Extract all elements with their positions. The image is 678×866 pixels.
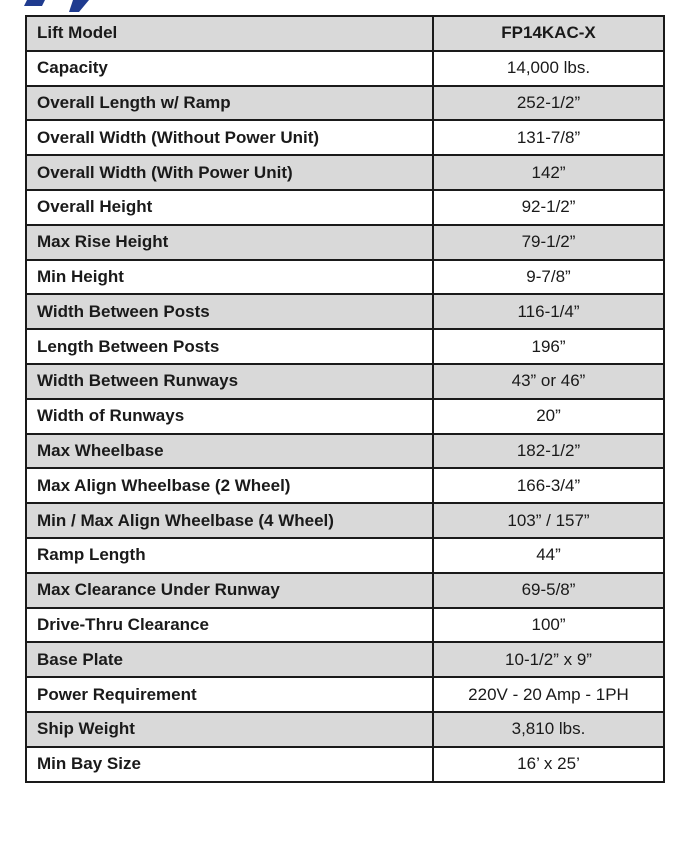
header-model-cell: FP14KAC-X [433,16,664,51]
spec-value: 20” [433,399,664,434]
spec-label: Capacity [26,51,433,86]
spec-label: Overall Height [26,190,433,225]
table-row [26,399,664,434]
spec-label: Overall Width (With Power Unit) [26,155,433,190]
spec-value: 252-1/2” [433,86,664,121]
lift-spec-table [25,15,665,783]
table-row [26,642,664,677]
spec-label: Overall Length w/ Ramp [26,86,433,121]
spec-label: Max Align Wheelbase (2 Wheel) [26,468,433,503]
spec-label: Overall Width (Without Power Unit) [26,120,433,155]
spec-label: Ship Weight [26,712,433,747]
spec-label: Base Plate [26,642,433,677]
spec-label: Max Wheelbase [26,434,433,469]
table-row [26,225,664,260]
spec-value: 142” [433,155,664,190]
table-row [26,608,664,643]
table-row [26,503,664,538]
spec-label: Power Requirement [26,677,433,712]
spec-value: 10-1/2” x 9” [433,642,664,677]
spec-label: Width Between Posts [26,294,433,329]
table-row [26,260,664,295]
brand-header-strip [15,0,675,12]
spec-value: 92-1/2” [433,190,664,225]
table-row [26,677,664,712]
table-row [26,329,664,364]
spec-label: Min Bay Size [26,747,433,782]
table-row [26,155,664,190]
table-row [26,51,664,86]
table-row [26,468,664,503]
spec-value: 182-1/2” [433,434,664,469]
spec-label: Length Between Posts [26,329,433,364]
spec-label: Min Height [26,260,433,295]
table-row [26,573,664,608]
header-label-cell: Lift Model [26,16,433,51]
spec-value: 220V - 20 Amp - 1PH [433,677,664,712]
table-row [26,538,664,573]
spec-value: 116-1/4” [433,294,664,329]
spec-value: 79-1/2” [433,225,664,260]
spec-value: 9-7/8” [433,260,664,295]
brand-logo-fragment [15,0,95,12]
spec-value: 100” [433,608,664,643]
spec-value: 44” [433,538,664,573]
table-row [26,364,664,399]
spec-label: Width of Runways [26,399,433,434]
table-row [26,190,664,225]
spec-value: 103” / 157” [433,503,664,538]
table-row [26,747,664,782]
table-row [26,712,664,747]
spec-value: 14,000 lbs. [433,51,664,86]
table-row [26,120,664,155]
spec-label: Width Between Runways [26,364,433,399]
table-row [26,86,664,121]
spec-value: 43” or 46” [433,364,664,399]
spec-value: 69-5/8” [433,573,664,608]
spec-value: 16’ x 25’ [433,747,664,782]
spec-label: Max Clearance Under Runway [26,573,433,608]
spec-value: 3,810 lbs. [433,712,664,747]
spec-label: Min / Max Align Wheelbase (4 Wheel) [26,503,433,538]
spec-label: Ramp Length [26,538,433,573]
spec-label: Max Rise Height [26,225,433,260]
table-row [26,434,664,469]
spec-value: 131-7/8” [433,120,664,155]
spec-value: 196” [433,329,664,364]
spec-label: Drive-Thru Clearance [26,608,433,643]
spec-value: 166-3/4” [433,468,664,503]
table-row [26,294,664,329]
table-header-row [26,16,664,51]
